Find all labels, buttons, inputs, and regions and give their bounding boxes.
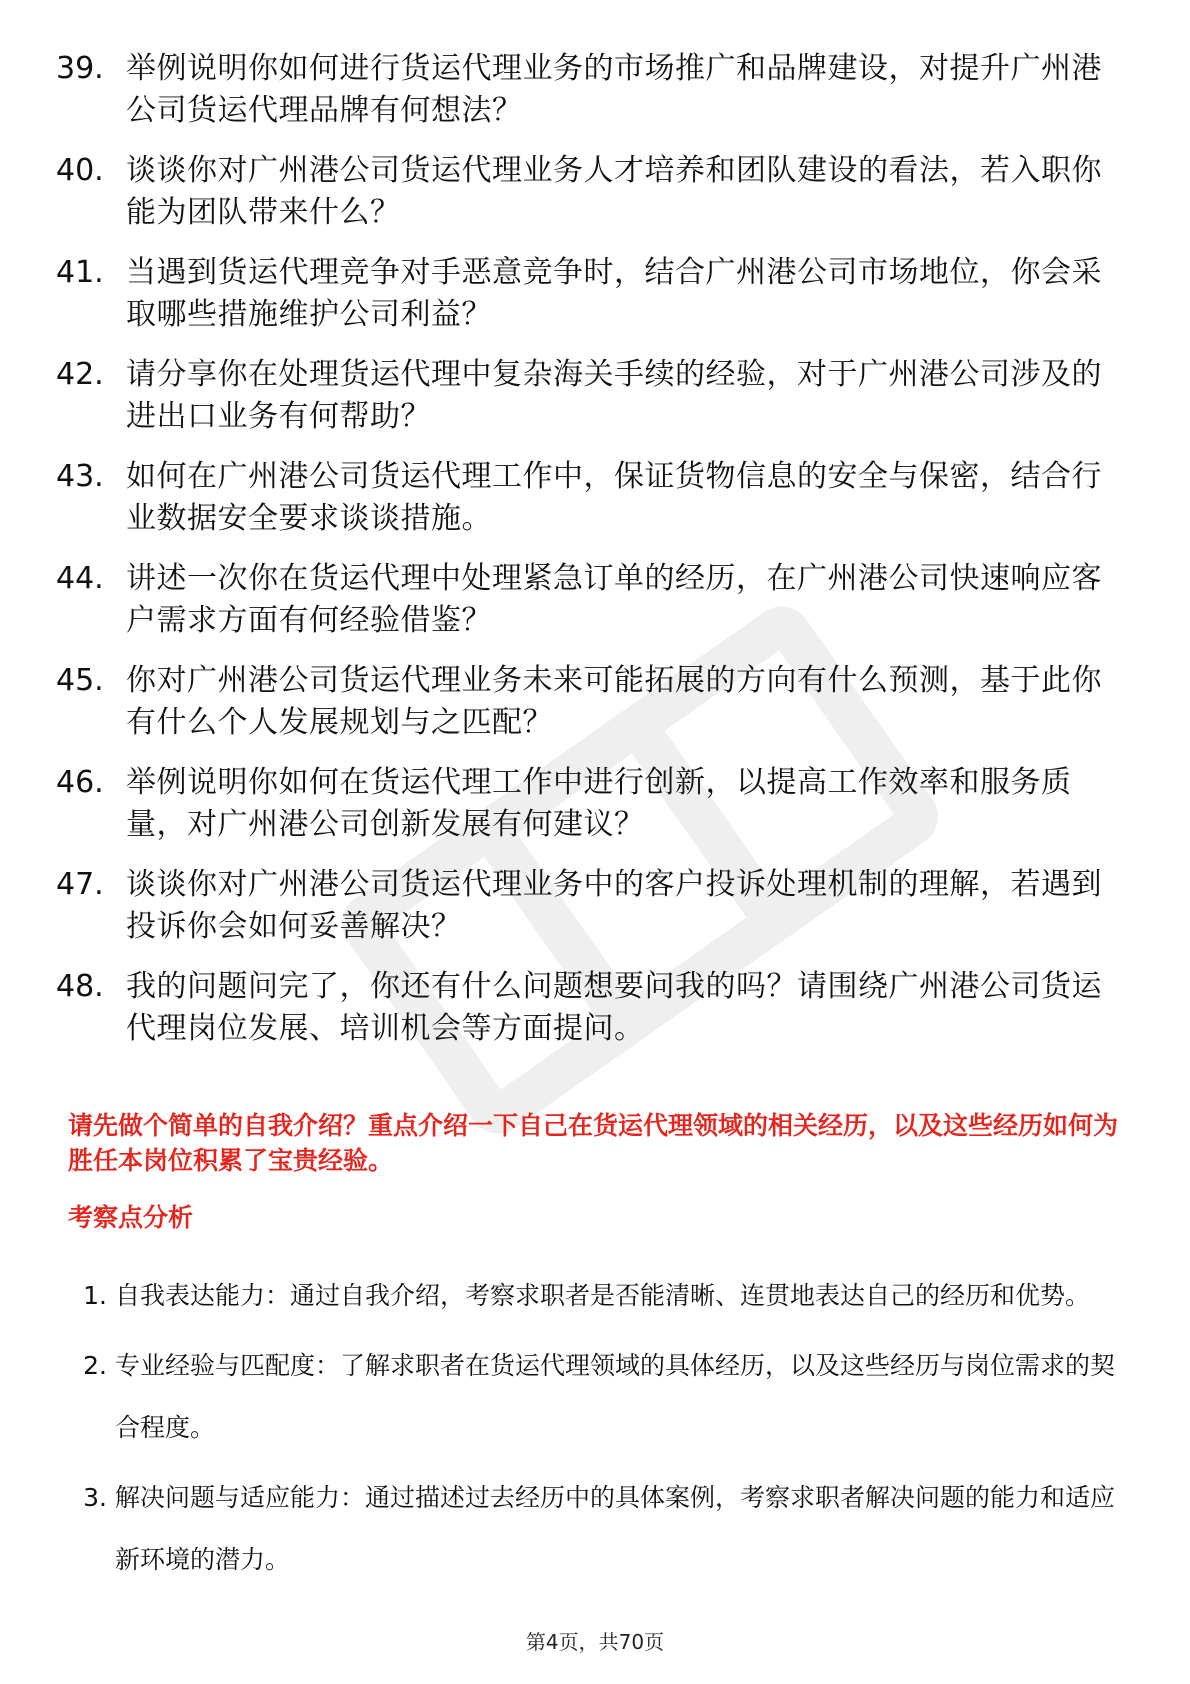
question-text: 谈谈你对广州港公司货运代理业务中的客户投诉处理机制的理解，若遇到投诉你会如何妥善解决？ [126, 867, 1102, 944]
question-item [56, 354, 1136, 438]
question-list [56, 48, 1136, 1068]
analysis-number: 1. [83, 1281, 107, 1310]
question-item [56, 456, 1136, 540]
question-number: 46. [56, 765, 104, 800]
question-item [56, 150, 1136, 234]
question-text: 谈谈你对广州港公司货运代理业务人才培养和团队建设的看法，若入职你能为团队带来什么？ [126, 153, 1102, 230]
question-number: 47. [56, 867, 104, 902]
question-item [56, 762, 1136, 846]
question-number: 45. [56, 663, 104, 698]
analysis-text: 专业经验与匹配度：了解求职者在货运代理领域的具体经历，以及这些经历与岗位需求的契合程度。 [115, 1351, 1116, 1442]
intro-question-heading: 请先做个简单的自我介绍？重点介绍一下自己在货运代理领域的相关经历，以及这些经历如何为胜任本岗位积累了宝贵经验。 [68, 1111, 1119, 1175]
question-text: 请分享你在处理货运代理中复杂海关手续的经验，对于广州港公司涉及的进出口业务有何帮助？ [126, 357, 1102, 434]
question-text: 举例说明你如何在货运代理工作中进行创新，以提高工作效率和服务质量，对广州港公司创新发展有何建议？ [126, 765, 1072, 842]
question-item [56, 660, 1136, 744]
analysis-number: 3. [83, 1483, 107, 1512]
question-text: 如何在广州港公司货运代理工作中，保证货物信息的安全与保密，结合行业数据安全要求谈谈措施。 [126, 459, 1102, 536]
question-item [56, 558, 1136, 642]
analysis-item [68, 1265, 1136, 1327]
analysis-item [68, 1335, 1136, 1459]
question-text: 你对广州港公司货运代理业务未来可能拓展的方向有什么预测，基于此你有什么个人发展规划与之匹配？ [126, 663, 1102, 740]
page-footer: 第4页，共70页 [525, 1630, 665, 1654]
analysis-title: 考察点分析 [68, 1203, 194, 1232]
question-text: 当遇到货运代理竞争对手恶意竞争时，结合广州港公司市场地位，你会采取哪些措施维护公司利益？ [126, 255, 1102, 332]
analysis-text: 解决问题与适应能力：通过描述过去经历中的具体案例，考察求职者解决问题的能力和适应新环境的潜力。 [115, 1483, 1116, 1574]
question-text: 举例说明你如何进行货运代理业务的市场推广和品牌建设，对提升广州港公司货运代理品牌有何想法？ [126, 51, 1102, 128]
question-number: 44. [56, 561, 104, 596]
question-text: 我的问题问完了，你还有什么问题想要问我的吗？请围绕广州港公司货运代理岗位发展、培训机会等方面提问。 [126, 969, 1102, 1046]
analysis-item [68, 1467, 1136, 1591]
analysis-number: 2. [83, 1351, 107, 1380]
question-number: 42. [56, 357, 104, 392]
question-number: 43. [56, 459, 104, 494]
analysis-text: 自我表达能力：通过自我介绍，考察求职者是否能清晰、连贯地表达自己的经历和优势。 [115, 1281, 1091, 1310]
question-number: 48. [56, 969, 104, 1004]
question-number: 41. [56, 255, 104, 290]
analysis-list [68, 1265, 1136, 1599]
question-item [56, 864, 1136, 948]
question-item [56, 252, 1136, 336]
question-number: 39. [56, 51, 104, 86]
question-text: 讲述一次你在货运代理中处理紧急订单的经历，在广州港公司快速响应客户需求方面有何经验借鉴？ [126, 561, 1102, 638]
question-number: 40. [56, 153, 104, 188]
question-item [56, 48, 1136, 132]
question-item [56, 966, 1136, 1050]
